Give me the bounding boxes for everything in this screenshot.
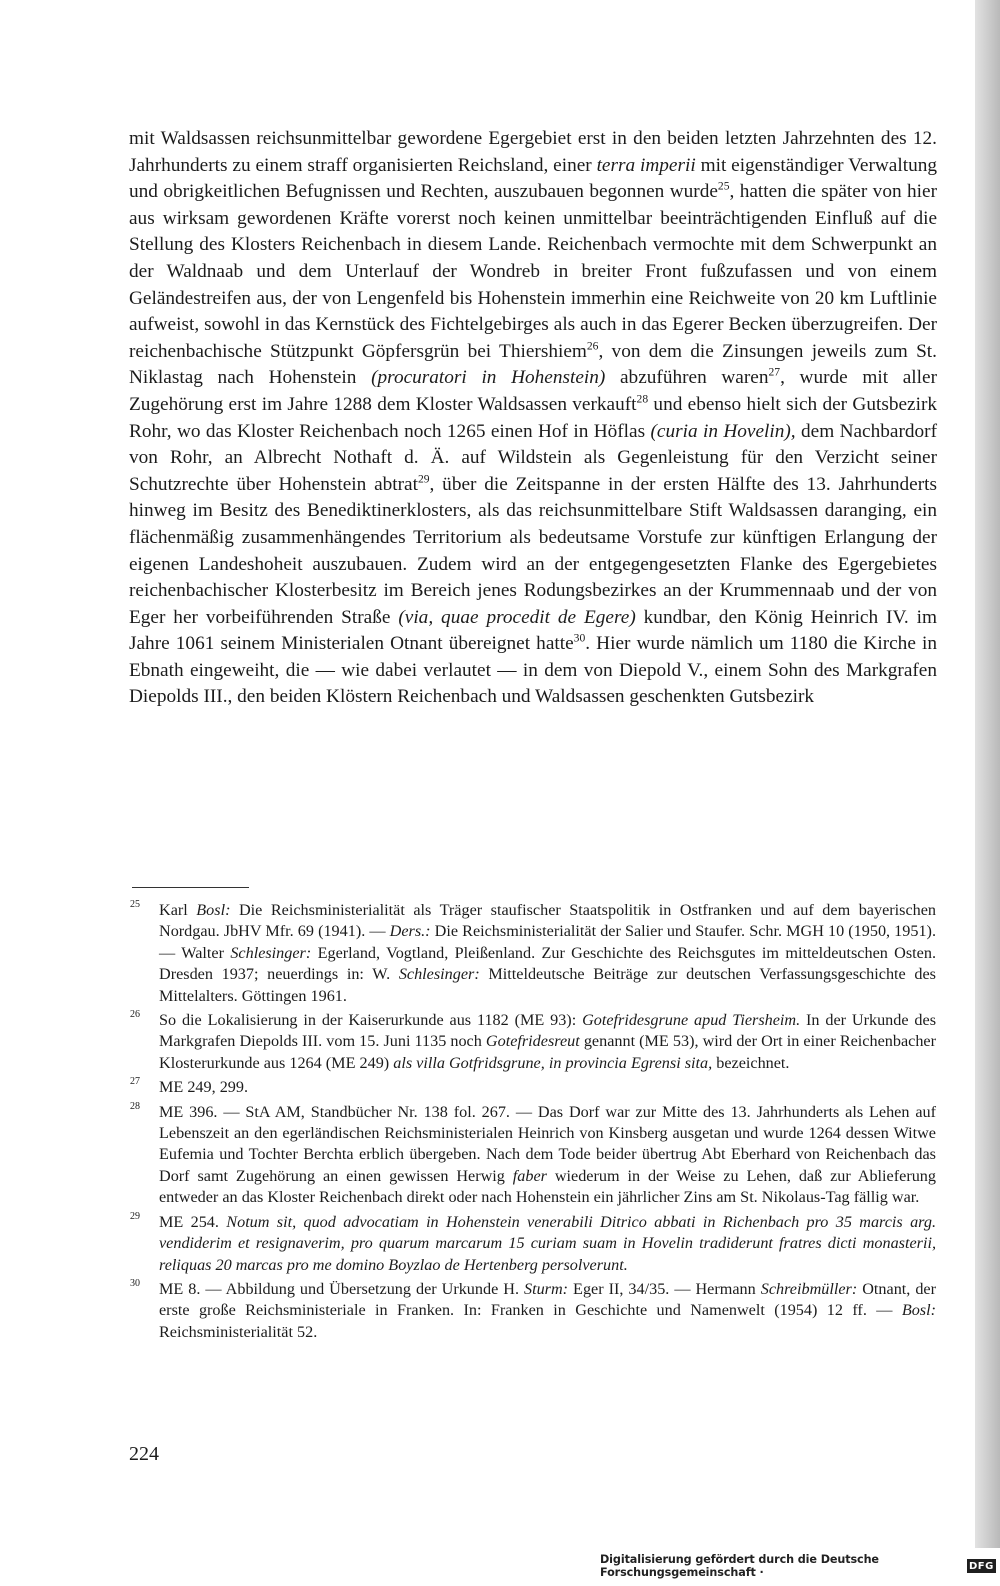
text-run: Die Reichsministerialität als Träger staufischer Staatspolitik in Ostfranken und auf dem bayerischen Nordgau. JbHV Mfr. 69 (1941). — (159, 901, 937, 941)
text-run: Eger II, 34/35. — Hermann (568, 1279, 761, 1298)
footnote-26 (130, 1010, 936, 1074)
footnote-ref[interactable]: 27 (768, 365, 781, 379)
credit-text: Digitalisierung gefördert durch die Deutsche Forschungsgemeinschaft · (600, 1553, 879, 1579)
footnote-ref[interactable]: 26 (586, 339, 599, 353)
text-run: und ebenso hielt sich der Gutsbezirk Rohr, wo das Kloster Reichenbach noch 1265 einen Hof in Höflas (129, 393, 938, 442)
footnote-number: 27 (130, 1076, 140, 1088)
text-run: wiederum in der Weise zu Lehen, daß zur Ablieferung entweder an das Kloster Reichenbach direkt oder nach Hohenstein ein jährlicher Zins am St. Nikolaus-Tag fällig war. (159, 1166, 936, 1207)
italic-author: Ders.: (389, 922, 431, 941)
text-run: In der Urkunde des Markgrafen Diepolds III. vom 15. Juni 1135 noch (159, 1011, 936, 1051)
text-run: , wurde mit aller Zugehörung erst im Jahre 1288 dem Kloster Waldsassen verkauft (129, 367, 937, 415)
italic-author: Schlesinger: (230, 943, 312, 962)
text-run: Otnant, der erste große Reichsministeriale in Franken. In: Franken in Geschichte und Namenwelt (1954) 12 ff. — (159, 1279, 936, 1320)
paragraph (129, 126, 937, 711)
footnote-29 (130, 1212, 936, 1276)
footnote-number: 29 (130, 1210, 140, 1222)
text-run: ME 396. — StA AM, Standbücher Nr. 138 fol. 267. — Das Dorf war zur Mitte des 13. Jahrhunderts als Lehen auf Lebenszeit an den egerländischen Reichsministerialen Heinrich von Kinsberg ausgetan und wurde 1264 dessen Witwe Eufemia und Tochter Berchta erblich übergeben. Nach dem Tode beider übertrug Abt Eberhard von Reichenbach das Dorf samt Zugehörung an einen gewissen Herwig (159, 1102, 936, 1185)
dfg-logo-icon: DFG (967, 1559, 996, 1573)
body-text (129, 126, 937, 711)
footnote-number: 26 (130, 1009, 140, 1021)
text-run: Mitteldeutsche Beiträge zur deutschen Verfassungsgeschichte des Mittelalters. Göttingen 1961. (159, 965, 936, 1005)
text-run: Egerland, Vogtland, Pleißenland. Zur Geschichte des Reichsgutes im mitteldeutschen Osten. Dresden 1937; neuerdings in: W. (159, 943, 936, 984)
italic-author: Sturm: (523, 1279, 569, 1298)
italic-author: Bosl: (196, 901, 231, 919)
text-run: ME 254. (159, 1212, 227, 1231)
text-run: So die Lokalisierung in der Kaiserurkunde aus 1182 (ME 93): (159, 1011, 583, 1030)
italic-term: (procuratori in Hohenstein) (371, 367, 606, 389)
text-run: bezeichnet. (712, 1053, 790, 1072)
italic-author: Bosl: (901, 1301, 936, 1320)
italic-term: Gotefridesreut (485, 1032, 580, 1051)
footnote-ref[interactable]: 25 (717, 179, 730, 193)
text-run: ME 249, 299. (159, 1078, 249, 1097)
italic-author: Schlesinger: (398, 965, 480, 984)
italic-term: als villa Gotfridsgrune, in provincia Egrensi sita, (393, 1053, 713, 1072)
footnote-divider (132, 887, 249, 888)
text-run: Die Reichsministerialität der Salier und Staufer. Schr. MGH 10 (1950, 1951). — Walter (159, 922, 936, 962)
text-run: abzuführen waren (605, 367, 769, 389)
text-run: Karl (159, 901, 197, 919)
italic-term: (via, quae procedit de Egere) (398, 606, 636, 628)
text-run: mit eigenständiger Verwaltung und obrigkeitlichen Befugnissen und Rechten, auszubauen begonnen wurde (129, 154, 937, 203)
text-run: Reichsministerialität 52. (159, 1322, 318, 1341)
footnote-25 (130, 900, 936, 1007)
footnote-ref[interactable]: 28 (636, 392, 649, 406)
footnotes (130, 900, 936, 1346)
text-run: , hatten die später von hier aus wirksam gewordenen Kräfte vorerst noch keinen unmittelbar beeinträchtigenden Einfluß auf die Stellung des Klosters Reichenbach in diesem Lande. Reichenbach vermochte mit dem Schwerpunkt an der Waldnaab und dem Unterlauf der Wondreb in breiter Front fußzufassen und von einem Geländestreifen aus, der von Lengenfeld bis Hohenstein immerhin eine Reichweite von 20 km Luftlinie aufweist, sowohl in das Kernstück des Fichtelgebirges als auch in das Egerer Becken überzugreifen. Der reichenbachische Stützpunkt Göpfersgrün bei Thiershiem (129, 181, 937, 362)
italic-author: Schreibmüller: (760, 1279, 858, 1298)
footnote-number: 28 (130, 1100, 140, 1112)
footnote-27 (130, 1077, 936, 1098)
footnote-number: 25 (130, 899, 140, 910)
text-run: ME 8. — Abbildung und Übersetzung der Urkunde H. (159, 1279, 524, 1298)
text-run: genannt (ME 53), wird der Ort in einer Reichenbacher Klosterurkunde aus 1264 (ME 249) (159, 1032, 936, 1072)
footnote-ref[interactable]: 30 (573, 631, 586, 645)
text-run: . Hier wurde nämlich um 1180 die Kirche in Ebnath eingeweiht, die — wie dabei verlautet — in dem von Diepold V., einem Sohn des Markgrafen Diepolds III., den beiden Klöstern Reichenbach und Waldsassen geschenkten Gutsbezirk (129, 633, 937, 708)
italic-term: terra imperii (596, 154, 696, 176)
footnote-ref[interactable]: 29 (417, 472, 430, 486)
italic-term: (curia in Hovelin), (650, 420, 796, 442)
footnote-number: 30 (130, 1277, 140, 1289)
text-run: , über die Zeitspanne in der ersten Hälfte des 13. Jahrhunderts hinweg im Besitz des Benediktinerklosters, als das reichsunmittelbare Stift Waldsassen daranging, ein flächenmäßig zusammenhängendes Territorium als bedeutsame Vorstufe zur künftigen Erlangung der eigenen Landeshoheit auszubauen. Zudem wird an der entgegengesetzten Flanke des Egergebietes reichenbachischer Klosterbesitz im Bereich jenes Rodungsbezirkes an der Krummennaab und der von Eger her vorbeiführenden Straße (129, 473, 937, 628)
italic-quote: Notum sit, quod advocatiam in Hohenstein venerabili Ditrico abbati in Richenbach pro 35 marcis arg. vendiderim et resignaverim, pro quarum marcarum 15 curiam suam in Hovelin tradiderunt fratres dicti monasterii, reliquas 20 marcas pro me domino Boyzlao de Hertenberg persolverunt. (159, 1212, 936, 1274)
text-run: kundbar, den König Heinrich IV. im Jahre 1061 seinem Ministerialen Otnant übereignet hatte (129, 606, 937, 655)
italic-term: faber (512, 1166, 547, 1185)
page-number: 224 (129, 1443, 159, 1465)
digitization-credit (600, 1554, 996, 1578)
text-run: dem Nachbardorf von Rohr, an Albrecht Nothaft d. Ä. auf Wildstein als Gegenleistung für den Verzicht seiner Schutzrechte über Hohenstein abtrat (129, 420, 937, 495)
footnote-30 (130, 1279, 936, 1343)
text-run: mit Waldsassen reichsunmittelbar gewordene Egergebiet erst in den beiden letzten Jahrzehnten des 12. Jahrhunderts zu einem straff organisierten Reichsland, einer (129, 128, 937, 176)
footnote-28 (130, 1102, 936, 1209)
italic-term: Gotefridesgrune apud Tiersheim. (582, 1011, 801, 1030)
text-run: , von dem die Zinsungen jeweils zum St. Niklastag nach Hohenstein (129, 340, 937, 389)
scan-edge-shadow (975, 0, 1000, 1548)
